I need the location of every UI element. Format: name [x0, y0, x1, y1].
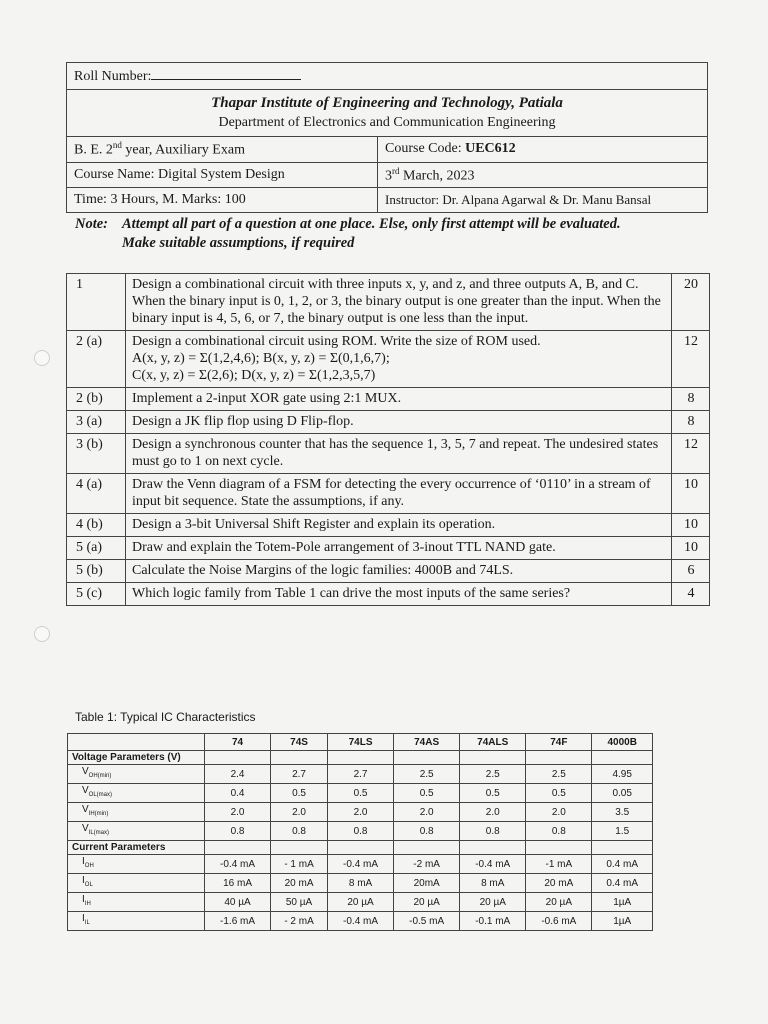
exam-type-cell — [67, 137, 378, 163]
note-label: Note: — [75, 216, 109, 232]
ic-characteristics-table — [67, 733, 653, 931]
question-text — [126, 474, 672, 514]
ic-empty-cell — [592, 841, 653, 855]
ic-value: 1.5 — [592, 822, 653, 841]
question-text — [126, 434, 672, 474]
question-marks: 8 — [672, 411, 710, 434]
ic-value: 2.0 — [460, 803, 526, 822]
question-line: Design a JK flip flop using D Flip-flop. — [132, 414, 354, 429]
ic-value: 2.7 — [328, 765, 394, 784]
ic-value: 0.8 — [460, 822, 526, 841]
instructor-cell: Instructor: Dr. Alpana Agarwal & Dr. Manu Bansal — [378, 188, 708, 213]
question-marks: 10 — [672, 474, 710, 514]
question-row — [67, 583, 710, 606]
course-name-cell: Course Name: Digital System Design — [67, 162, 378, 188]
ic-param-symbol: V — [82, 804, 89, 815]
ic-param-row — [68, 784, 653, 803]
ic-param-subscript: OL — [84, 882, 93, 888]
question-marks: 6 — [672, 560, 710, 583]
ic-value: - 1 mA — [271, 855, 328, 874]
question-row — [67, 388, 710, 411]
ic-value: -0.4 mA — [328, 855, 394, 874]
question-text — [126, 537, 672, 560]
course-code-label: Course Code: — [385, 141, 466, 157]
question-text — [126, 583, 672, 606]
question-row — [67, 514, 710, 537]
ic-value: 40 µA — [205, 893, 271, 912]
ic-family-header: 74LS — [328, 734, 394, 751]
ic-value: 2.0 — [526, 803, 592, 822]
ic-param-name — [68, 803, 205, 822]
punch-hole-top — [34, 350, 50, 366]
question-marks: 12 — [672, 331, 710, 388]
question-line: Implement a 2-input XOR gate using 2:1 MUX. — [132, 391, 402, 406]
ic-empty-cell — [526, 751, 592, 765]
ic-value: -1.6 mA — [205, 912, 271, 931]
question-marks: 10 — [672, 537, 710, 560]
ic-value: 4.95 — [592, 765, 653, 784]
question-row — [67, 474, 710, 514]
ic-family-header: 74ALS — [460, 734, 526, 751]
ic-value: 2.0 — [205, 803, 271, 822]
ic-param-name — [68, 912, 205, 931]
ic-value: 2.0 — [271, 803, 328, 822]
date-rest: March, 2023 — [399, 168, 475, 184]
ic-value: -0.4 mA — [328, 912, 394, 931]
ic-param-subscript: IL(max) — [88, 830, 110, 836]
ic-value: - 2 mA — [271, 912, 328, 931]
question-row — [67, 560, 710, 583]
ic-value: 16 mA — [205, 874, 271, 893]
ic-value: 2.4 — [205, 765, 271, 784]
ic-value: 1µA — [592, 893, 653, 912]
exam-year-sup: nd — [112, 140, 122, 150]
ic-param-symbol: I — [82, 894, 85, 905]
ic-family-header: 4000B — [592, 734, 653, 751]
question-row — [67, 537, 710, 560]
question-number: 5 (a) — [67, 537, 126, 560]
ic-param-name — [68, 874, 205, 893]
ic-empty-cell — [205, 751, 271, 765]
question-marks: 4 — [672, 583, 710, 606]
ic-value: 8 mA — [328, 874, 394, 893]
ic-value: 2.5 — [394, 765, 460, 784]
ic-empty-cell — [394, 841, 460, 855]
question-number: 5 (c) — [67, 583, 126, 606]
ic-family-header: 74S — [271, 734, 328, 751]
question-row — [67, 434, 710, 474]
ic-value: 20 µA — [460, 893, 526, 912]
ic-value: -0.4 mA — [205, 855, 271, 874]
ic-value: 0.5 — [394, 784, 460, 803]
ic-param-row — [68, 855, 653, 874]
ic-section-row — [68, 751, 653, 765]
ic-value: 0.8 — [205, 822, 271, 841]
ic-value: 20 µA — [394, 893, 460, 912]
ic-empty-cell — [328, 841, 394, 855]
exam-date-cell — [378, 162, 708, 188]
ic-empty-cell — [460, 841, 526, 855]
ic-value: 0.4 mA — [592, 874, 653, 893]
ic-param-subscript: OH(min) — [88, 773, 112, 779]
question-marks: 20 — [672, 274, 710, 331]
question-number: 5 (b) — [67, 560, 126, 583]
ic-param-subscript: OL(max) — [88, 792, 113, 798]
ic-param-row — [68, 765, 653, 784]
ic-family-header: 74 — [205, 734, 271, 751]
ic-value: 20 µA — [328, 893, 394, 912]
note-line-2: Make suitable assumptions, if required — [122, 235, 355, 251]
ic-empty-cell — [328, 751, 394, 765]
ic-param-row — [68, 912, 653, 931]
ic-empty-cell — [460, 751, 526, 765]
question-number: 1 — [67, 274, 126, 331]
ic-param-name — [68, 893, 205, 912]
question-line: Design a combinational circuit with three inputs x, y, and z, and three outputs A, B, and C. When the binary input is 0, 1, 2, or 3, the binary output is one greater than the input. When the binary input is 4, 5, 6, or 7, the binary output is one less than the input. — [132, 277, 661, 326]
ic-value: 0.5 — [526, 784, 592, 803]
ic-param-name — [68, 855, 205, 874]
question-text — [126, 411, 672, 434]
exam-year: B. E. 2 — [74, 142, 113, 158]
questions-table — [66, 273, 710, 606]
question-row — [67, 274, 710, 331]
question-number: 2 (a) — [67, 331, 126, 388]
ic-value: -0.5 mA — [394, 912, 460, 931]
roll-number-cell — [67, 63, 708, 90]
date-sup: rd — [392, 165, 400, 176]
date-day: 3 — [385, 168, 392, 184]
ic-param-name — [68, 765, 205, 784]
question-number: 3 (b) — [67, 434, 126, 474]
exam-note — [75, 215, 715, 253]
question-number: 3 (a) — [67, 411, 126, 434]
question-text — [126, 560, 672, 583]
ic-param-subscript: OH — [84, 863, 94, 869]
question-text — [126, 331, 672, 388]
ic-param-name — [68, 822, 205, 841]
ic-section-title: Voltage Parameters (V) — [68, 751, 205, 765]
question-text — [126, 514, 672, 537]
ic-value: 20 mA — [271, 874, 328, 893]
question-marks: 10 — [672, 514, 710, 537]
question-line: C(x, y, z) = Σ(2,6); D(x, y, z) = Σ(1,2,3,5,7) — [132, 368, 376, 383]
exam-header-table — [66, 62, 708, 213]
question-line: Draw the Venn diagram of a FSM for detecting the every occurrence of ‘0110’ in a stream of input bit sequence. State the assumptions, if any. — [132, 477, 651, 509]
ic-header-row — [68, 734, 653, 751]
ic-value: 20mA — [394, 874, 460, 893]
question-text — [126, 388, 672, 411]
exam-type: year, Auxiliary Exam — [121, 142, 245, 158]
ic-empty-cell — [526, 841, 592, 855]
question-marks: 8 — [672, 388, 710, 411]
ic-value: -0.1 mA — [460, 912, 526, 931]
question-number: 2 (b) — [67, 388, 126, 411]
ic-value: 0.8 — [526, 822, 592, 841]
ic-value: 0.5 — [271, 784, 328, 803]
course-code-cell — [378, 137, 708, 163]
ic-param-symbol: V — [82, 766, 89, 777]
ic-value: 0.8 — [394, 822, 460, 841]
ic-empty-cell — [394, 751, 460, 765]
question-line: Design a 3-bit Universal Shift Register and explain its operation. — [132, 517, 496, 532]
ic-param-subscript: IH — [84, 901, 91, 907]
ic-value: -2 mA — [394, 855, 460, 874]
ic-family-header: 74AS — [394, 734, 460, 751]
ic-param-symbol: V — [82, 785, 89, 796]
roll-number-label: Roll Number: — [74, 69, 152, 84]
ic-value: 50 µA — [271, 893, 328, 912]
ic-value: 2.5 — [460, 765, 526, 784]
question-line: Draw and explain the Totem-Pole arrangement of 3-inout TTL NAND gate. — [132, 540, 556, 555]
institute-cell — [67, 90, 708, 137]
time-marks-cell: Time: 3 Hours, M. Marks: 100 — [67, 188, 378, 213]
ic-value: -0.4 mA — [460, 855, 526, 874]
ic-section-row — [68, 841, 653, 855]
ic-param-row — [68, 893, 653, 912]
question-line: Calculate the Noise Margins of the logic families: 4000B and 74LS. — [132, 563, 514, 578]
ic-empty-cell — [205, 841, 271, 855]
punch-hole-bottom — [34, 626, 50, 642]
ic-family-header: 74F — [526, 734, 592, 751]
ic-value: 0.4 mA — [592, 855, 653, 874]
course-code-value: UEC612 — [465, 141, 516, 157]
department-name: Department of Electronics and Communication Engineering — [218, 115, 556, 130]
note-line-1: Attempt all part of a question at one place. Else, only first attempt will be evaluated. — [122, 216, 621, 232]
ic-param-name — [68, 784, 205, 803]
ic-param-row — [68, 803, 653, 822]
question-line: Design a synchronous counter that has the sequence 1, 3, 5, 7 and repeat. The undesired states must go to 1 on next cycle. — [132, 437, 659, 469]
question-line: Which logic family from Table 1 can drive the most inputs of the same series? — [132, 586, 571, 601]
ic-param-subscript: IL — [84, 920, 90, 926]
ic-param-symbol: I — [82, 875, 85, 886]
ic-value: 0.5 — [328, 784, 394, 803]
question-row — [67, 331, 710, 388]
question-marks: 12 — [672, 434, 710, 474]
ic-value: 0.4 — [205, 784, 271, 803]
ic-value: -1 mA — [526, 855, 592, 874]
ic-value: 0.5 — [460, 784, 526, 803]
ic-section-title: Current Parameters — [68, 841, 205, 855]
ic-value: 2.0 — [328, 803, 394, 822]
ic-empty-cell — [271, 751, 328, 765]
ic-param-subscript: IH(min) — [88, 811, 109, 817]
institute-name: Thapar Institute of Engineering and Technology, Patiala — [211, 95, 563, 111]
ic-param-row — [68, 874, 653, 893]
question-row — [67, 411, 710, 434]
ic-value: 20 mA — [526, 874, 592, 893]
ic-value: -0.6 mA — [526, 912, 592, 931]
ic-empty-cell — [271, 841, 328, 855]
ic-empty-cell — [592, 751, 653, 765]
ic-param-symbol: V — [82, 823, 89, 834]
question-number: 4 (b) — [67, 514, 126, 537]
ic-param-symbol: I — [82, 913, 85, 924]
ic-value: 0.8 — [328, 822, 394, 841]
question-line: Design a combinational circuit using ROM. Write the size of ROM used. — [132, 334, 541, 349]
question-line: A(x, y, z) = Σ(1,2,4,6); B(x, y, z) = Σ(0,1,6,7); — [132, 351, 390, 366]
ic-value: 0.8 — [271, 822, 328, 841]
ic-param-row — [68, 822, 653, 841]
ic-param-symbol: I — [82, 856, 85, 867]
ic-value: 20 µA — [526, 893, 592, 912]
roll-number-blank[interactable] — [151, 67, 301, 80]
ic-value: 2.0 — [394, 803, 460, 822]
ic-value: 2.5 — [526, 765, 592, 784]
question-number: 4 (a) — [67, 474, 126, 514]
ic-header-corner — [68, 734, 205, 751]
ic-value: 0.05 — [592, 784, 653, 803]
table-caption: Table 1: Typical IC Characteristics — [75, 710, 256, 724]
ic-value: 2.7 — [271, 765, 328, 784]
ic-value: 8 mA — [460, 874, 526, 893]
question-text — [126, 274, 672, 331]
ic-value: 3.5 — [592, 803, 653, 822]
ic-value: 1µA — [592, 912, 653, 931]
